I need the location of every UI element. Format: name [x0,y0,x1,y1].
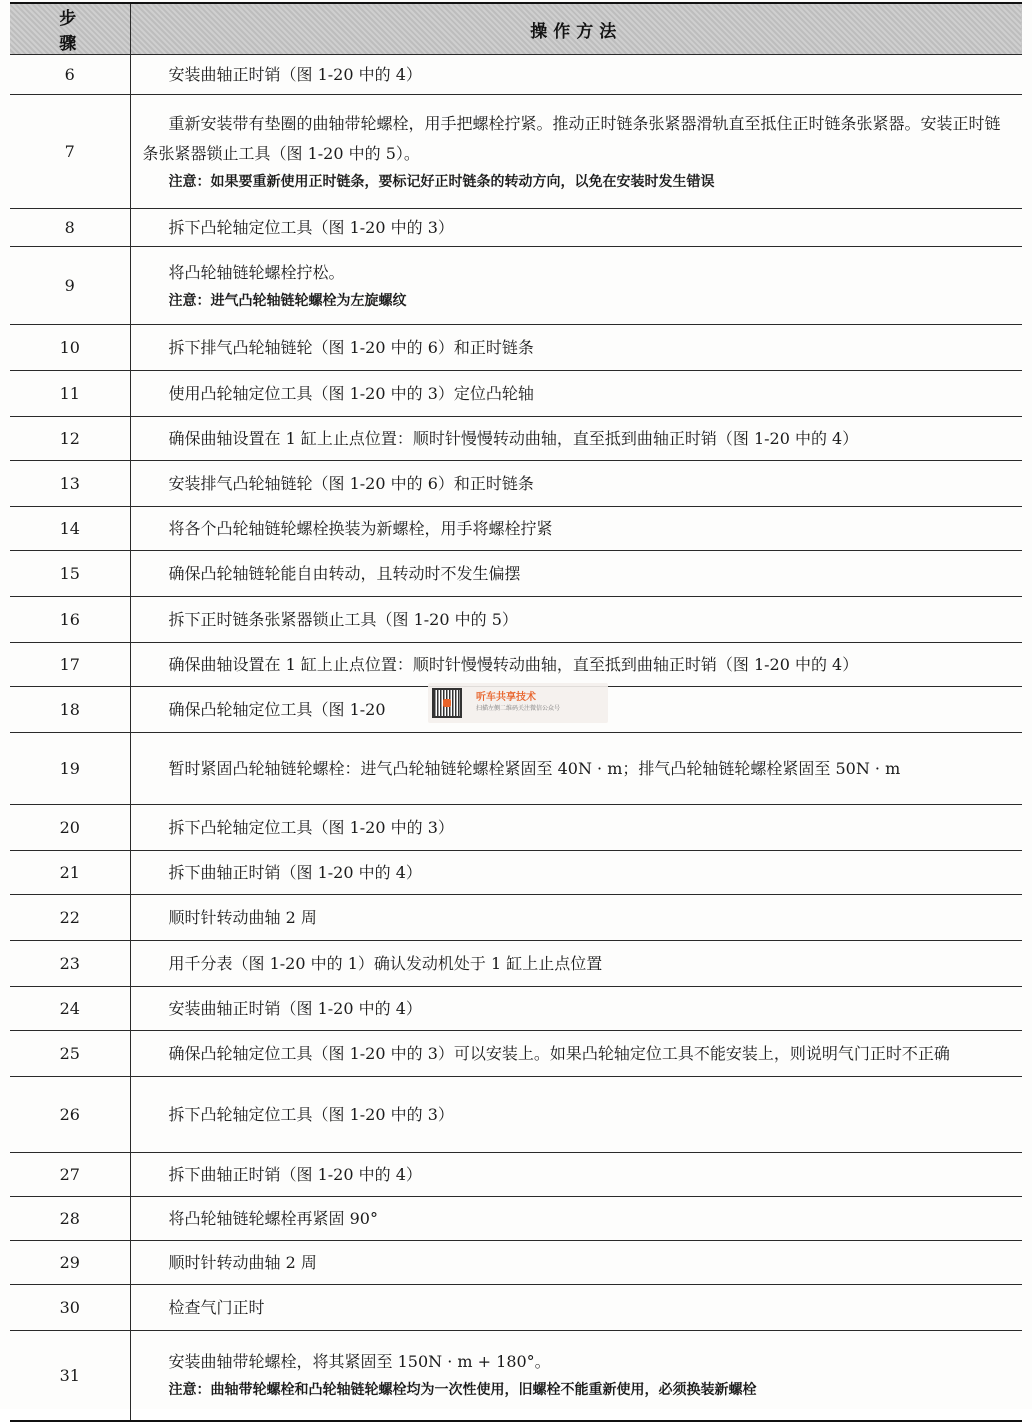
step-text: 拆下正时链条张紧器锁止工具（图 1-20 中的 5） [168,609,518,629]
step-number: 26 [10,1077,130,1153]
step-number: 29 [10,1241,130,1285]
step-method [130,55,1022,95]
step-method [130,1331,1022,1421]
table-row [10,95,1022,209]
table-row [10,1077,1022,1153]
table-row [10,733,1022,805]
table-row [10,987,1022,1031]
step-text: 将各个凸轮轴链轮螺栓换装为新螺栓，用手将螺栓拧紧 [168,518,553,538]
table-row [10,461,1022,507]
step-number: 14 [10,507,130,551]
step-number: 7 [10,95,130,209]
step-number: 31 [10,1331,130,1421]
header-method: 操作方法 [130,3,1022,55]
step-method [130,733,1022,805]
step-text: 检查气门正时 [168,1297,265,1317]
table-row [10,1153,1022,1197]
step-text: 拆下凸轮轴定位工具（图 1-20 中的 3） [168,817,454,837]
step-text: 将凸轮轴链轮螺栓再紧固 90° [168,1208,378,1228]
step-text: 安装排气凸轮轴链轮（图 1-20 中的 6）和正时链条 [168,473,534,493]
step-method [130,325,1022,371]
table-row [10,1031,1022,1077]
table-row [10,1241,1022,1285]
step-text: 拆下凸轮轴定位工具（图 1-20 中的 3） [168,217,454,237]
watermark-subtitle: 扫描左侧二维码关注微信公众号 [476,705,561,712]
step-method [130,247,1022,325]
step-method [130,95,1022,209]
table-row [10,895,1022,941]
step-number: 23 [10,941,130,987]
step-text: 确保凸轮轴定位工具（图 1-20 中的 3）可以安装上。如果凸轮轴定位工具不能安装上，则说明气门正时不正确 [168,1043,950,1063]
step-number: 10 [10,325,130,371]
table-row [10,851,1022,895]
table-row [10,417,1022,461]
watermark-title: 听车共享技术 [476,692,536,703]
step-text: 确保曲轴设置在 1 缸上止点位置：顺时针慢慢转动曲轴，直至抵到曲轴正时销（图 1-20 中的 4） [168,654,859,674]
table-header-row [10,3,1022,55]
table-body [10,55,1022,1421]
step-note: 注意：如果要重新使用正时链条，要标记好正时链条的转动方向，以免在安装时发生错误 [168,173,715,190]
step-number: 12 [10,417,130,461]
step-method [130,417,1022,461]
step-text: 确保曲轴设置在 1 缸上止点位置：顺时针慢慢转动曲轴，直至抵到曲轴正时销（图 1-20 中的 4） [168,428,859,448]
table-row [10,1197,1022,1241]
step-text: 重新安装带有垫圈的曲轴带轮螺栓，用手把螺栓拧紧。推动正时链条张紧器滑轨直至抵住正时链条张紧器。安装正时链条张紧器锁止工具（图 1-20 中的 5）。 [142,113,1001,163]
table-row [10,371,1022,417]
step-method [130,643,1022,687]
header-step: 步骤 [10,3,130,55]
step-method [130,895,1022,941]
step-note: 注意：进气凸轮轴链轮螺栓为左旋螺纹 [168,292,407,309]
step-text: 将凸轮轴链轮螺栓拧松。 [168,262,345,282]
qr-code-icon [432,688,462,718]
step-number: 19 [10,733,130,805]
step-number: 18 [10,687,130,733]
step-method [130,551,1022,597]
step-number: 9 [10,247,130,325]
step-number: 13 [10,461,130,507]
table-row [10,209,1022,247]
table-row [10,1285,1022,1331]
step-text: 拆下曲轴正时销（图 1-20 中的 4） [168,1164,422,1184]
table-row [10,1331,1022,1421]
step-method [130,371,1022,417]
table-row [10,507,1022,551]
step-text: 确保凸轮轴链轮能自由转动，且转动时不发生偏摆 [168,563,521,583]
step-text: 确保凸轮轴定位工具（图 1-20 [168,699,386,719]
step-number: 27 [10,1153,130,1197]
step-method [130,1241,1022,1285]
step-method [130,1077,1022,1153]
watermark-text [476,692,560,714]
step-method [130,987,1022,1031]
table-row [10,247,1022,325]
step-method [130,597,1022,643]
step-text: 用千分表（图 1-20 中的 1）确认发动机处于 1 缸上止点位置 [168,953,603,973]
step-number: 20 [10,805,130,851]
step-number: 30 [10,1285,130,1331]
step-text: 拆下凸轮轴定位工具（图 1-20 中的 3） [168,1104,454,1124]
step-method [130,209,1022,247]
step-method [130,461,1022,507]
step-number: 25 [10,1031,130,1077]
step-number: 15 [10,551,130,597]
step-method [130,507,1022,551]
step-method [130,1197,1022,1241]
table-row [10,551,1022,597]
step-number: 16 [10,597,130,643]
step-text: 安装曲轴正时销（图 1-20 中的 4） [168,64,422,84]
step-number: 8 [10,209,130,247]
step-note: 注意：曲轴带轮螺栓和凸轮轴链轮螺栓均为一次性使用，旧螺栓不能重新使用，必须换装新螺栓 [168,1382,757,1399]
step-text: 拆下排气凸轮轴链轮（图 1-20 中的 6）和正时链条 [168,337,534,357]
step-number: 28 [10,1197,130,1241]
table-row [10,941,1022,987]
step-method [130,1031,1022,1077]
step-text: 拆下曲轴正时销（图 1-20 中的 4） [168,862,422,882]
step-number: 21 [10,851,130,895]
step-method [130,1153,1022,1197]
table-row [10,325,1022,371]
step-method [130,1285,1022,1331]
step-number: 22 [10,895,130,941]
step-method [130,805,1022,851]
table-row [10,55,1022,95]
step-number: 17 [10,643,130,687]
step-text: 暂时紧固凸轮轴链轮螺栓：进气凸轮轴链轮螺栓紧固至 40N · m；排气凸轮轴链轮螺栓紧固至 50N · m [168,758,901,778]
table-row [10,597,1022,643]
step-text: 顺时针转动曲轴 2 周 [168,1252,317,1272]
step-number: 11 [10,371,130,417]
step-method [130,941,1022,987]
step-method [130,851,1022,895]
step-text: 安装曲轴正时销（图 1-20 中的 4） [168,998,422,1018]
watermark-overlay [428,683,608,723]
table-row [10,643,1022,687]
step-number: 6 [10,55,130,95]
table-row [10,805,1022,851]
step-text: 顺时针转动曲轴 2 周 [168,907,317,927]
step-number: 24 [10,987,130,1031]
step-text: 使用凸轮轴定位工具（图 1-20 中的 3）定位凸轮轴 [168,383,534,403]
step-text: 安装曲轴带轮螺栓，将其紧固至 150N · m + 180°。 [168,1352,551,1372]
